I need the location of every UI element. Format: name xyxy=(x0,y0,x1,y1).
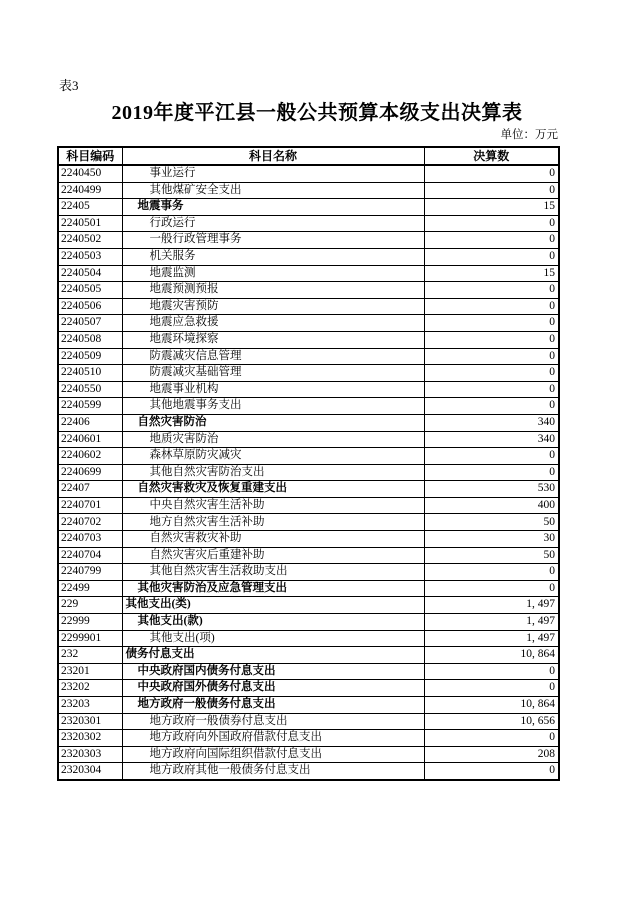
final-amount-cell: 10, 656 xyxy=(424,713,559,730)
subject-name-cell: 地方政府向国际组织借款付息支出 xyxy=(122,746,424,763)
subject-name-cell: 防震减灾信息管理 xyxy=(122,348,424,365)
subject-code-cell: 2320301 xyxy=(58,713,122,730)
table-row xyxy=(58,315,559,332)
table-row xyxy=(58,497,559,514)
subject-code-cell: 2240550 xyxy=(58,381,122,398)
final-amount-cell: 0 xyxy=(424,398,559,415)
final-amount-cell: 15 xyxy=(424,265,559,282)
final-amount-cell: 10, 864 xyxy=(424,697,559,714)
subject-code-cell: 2320304 xyxy=(58,763,122,780)
subject-code-cell: 2240702 xyxy=(58,514,122,531)
table-row xyxy=(58,680,559,697)
subject-code-cell: 2240502 xyxy=(58,232,122,249)
subject-code-cell: 22405 xyxy=(58,199,122,216)
subject-name-cell: 其他支出(类) xyxy=(122,597,424,614)
subject-code-cell: 2240507 xyxy=(58,315,122,332)
subject-name-cell: 自然灾害救灾及恢复重建支出 xyxy=(122,481,424,498)
subject-name-cell: 地方政府其他一般债务付息支出 xyxy=(122,763,424,780)
final-amount-cell: 0 xyxy=(424,381,559,398)
table-row xyxy=(58,232,559,249)
final-amount-cell: 530 xyxy=(424,481,559,498)
table-row xyxy=(58,514,559,531)
subject-name-cell: 中央政府国内债务付息支出 xyxy=(122,663,424,680)
final-amount-cell: 0 xyxy=(424,331,559,348)
subject-code-cell: 2240699 xyxy=(58,464,122,481)
final-amount-cell: 1, 497 xyxy=(424,597,559,614)
subject-name-cell: 其他支出(款) xyxy=(122,614,424,631)
final-amount-cell: 15 xyxy=(424,199,559,216)
table-row xyxy=(58,199,559,216)
subject-code-cell: 22499 xyxy=(58,580,122,597)
subject-name-cell: 地震环境探察 xyxy=(122,331,424,348)
col-header-subject-code: 科目编码 xyxy=(58,147,122,165)
table-row xyxy=(58,248,559,265)
final-amount-cell: 0 xyxy=(424,215,559,232)
subject-code-cell: 2240601 xyxy=(58,431,122,448)
subject-code-cell: 2240508 xyxy=(58,331,122,348)
final-amount-cell: 50 xyxy=(424,514,559,531)
table-row xyxy=(58,663,559,680)
subject-name-cell: 自然灾害防治 xyxy=(122,414,424,431)
final-amount-cell: 0 xyxy=(424,680,559,697)
subject-code-cell: 22999 xyxy=(58,614,122,631)
subject-name-cell: 其他灾害防治及应急管理支出 xyxy=(122,580,424,597)
header-row xyxy=(58,147,559,165)
final-amount-cell: 208 xyxy=(424,746,559,763)
subject-name-cell: 森林草原防灾减灾 xyxy=(122,448,424,465)
final-amount-cell: 0 xyxy=(424,763,559,780)
final-amount-cell: 0 xyxy=(424,315,559,332)
table-row xyxy=(58,713,559,730)
table-row xyxy=(58,265,559,282)
subject-code-cell: 2240701 xyxy=(58,497,122,514)
final-amount-cell: 0 xyxy=(424,365,559,382)
final-amount-cell: 340 xyxy=(424,431,559,448)
subject-name-cell: 地震事务 xyxy=(122,199,424,216)
subject-code-cell: 2240503 xyxy=(58,248,122,265)
table-row xyxy=(58,215,559,232)
final-amount-cell: 0 xyxy=(424,182,559,199)
table-row xyxy=(58,298,559,315)
final-amount-cell: 0 xyxy=(424,448,559,465)
final-amount-cell: 30 xyxy=(424,531,559,548)
table-row xyxy=(58,165,559,182)
subject-name-cell: 地方自然灾害生活补助 xyxy=(122,514,424,531)
subject-name-cell: 防震减灾基础管理 xyxy=(122,365,424,382)
table-row xyxy=(58,431,559,448)
table-row xyxy=(58,580,559,597)
table-row xyxy=(58,464,559,481)
table-row xyxy=(58,697,559,714)
subject-code-cell: 2240499 xyxy=(58,182,122,199)
final-amount-cell: 0 xyxy=(424,298,559,315)
subject-name-cell: 其他地震事务支出 xyxy=(122,398,424,415)
subject-code-cell: 2240510 xyxy=(58,365,122,382)
table-row xyxy=(58,348,559,365)
subject-name-cell: 地震灾害预防 xyxy=(122,298,424,315)
table-row xyxy=(58,614,559,631)
table-row xyxy=(58,381,559,398)
subject-code-cell: 229 xyxy=(58,597,122,614)
subject-name-cell: 地震监测 xyxy=(122,265,424,282)
final-amount-cell: 0 xyxy=(424,165,559,182)
subject-name-cell: 机关服务 xyxy=(122,248,424,265)
final-amount-cell: 1, 497 xyxy=(424,614,559,631)
page-title: 2019年度平江县一般公共预算本级支出决算表 xyxy=(111,102,523,124)
subject-name-cell: 地震事业机构 xyxy=(122,381,424,398)
subject-name-cell: 中央自然灾害生活补助 xyxy=(122,497,424,514)
table-row xyxy=(58,398,559,415)
subject-code-cell: 2240509 xyxy=(58,348,122,365)
subject-name-cell: 地震预测预报 xyxy=(122,282,424,299)
col-header-subject-name: 科目名称 xyxy=(122,147,424,165)
table-row xyxy=(58,414,559,431)
table-row xyxy=(58,547,559,564)
final-amount-cell: 50 xyxy=(424,547,559,564)
final-amount-cell: 0 xyxy=(424,282,559,299)
subject-code-cell: 2240501 xyxy=(58,215,122,232)
subject-code-cell: 232 xyxy=(58,647,122,664)
subject-code-cell: 23202 xyxy=(58,680,122,697)
subject-name-cell: 地方政府一般债券付息支出 xyxy=(122,713,424,730)
subject-name-cell: 自然灾害灾后重建补助 xyxy=(122,547,424,564)
subject-name-cell: 地方政府向外国政府借款付息支出 xyxy=(122,730,424,747)
final-amount-cell: 340 xyxy=(424,414,559,431)
subject-code-cell: 2299901 xyxy=(58,630,122,647)
subject-code-cell: 2240799 xyxy=(58,564,122,581)
subject-name-cell: 事业运行 xyxy=(122,165,424,182)
subject-name-cell: 债务付息支出 xyxy=(122,647,424,664)
subject-code-cell: 2240599 xyxy=(58,398,122,415)
final-amount-cell: 0 xyxy=(424,564,559,581)
subject-name-cell: 一般行政管理事务 xyxy=(122,232,424,249)
subject-code-cell: 22406 xyxy=(58,414,122,431)
unit-note: 单位：万元 xyxy=(500,129,558,141)
subject-name-cell: 其他自然灾害生活救助支出 xyxy=(122,564,424,581)
table-row xyxy=(58,282,559,299)
table-row xyxy=(58,365,559,382)
subject-code-cell: 2320302 xyxy=(58,730,122,747)
final-amount-cell: 0 xyxy=(424,464,559,481)
subject-code-cell: 2240506 xyxy=(58,298,122,315)
final-amount-cell: 0 xyxy=(424,232,559,249)
final-amount-cell: 1, 497 xyxy=(424,630,559,647)
subject-code-cell: 23201 xyxy=(58,663,122,680)
subject-name-cell: 地质灾害防治 xyxy=(122,431,424,448)
subject-name-cell: 行政运行 xyxy=(122,215,424,232)
budget-table xyxy=(57,146,560,781)
table-row xyxy=(58,331,559,348)
table-row xyxy=(58,647,559,664)
final-amount-cell: 0 xyxy=(424,248,559,265)
table-row xyxy=(58,730,559,747)
subject-code-cell: 2240704 xyxy=(58,547,122,564)
subject-code-cell: 22407 xyxy=(58,481,122,498)
subject-name-cell: 地震应急救援 xyxy=(122,315,424,332)
subject-code-cell: 2240450 xyxy=(58,165,122,182)
subject-code-cell: 2240505 xyxy=(58,282,122,299)
table-row xyxy=(58,531,559,548)
subject-code-cell: 23203 xyxy=(58,697,122,714)
table-row xyxy=(58,630,559,647)
final-amount-cell: 0 xyxy=(424,663,559,680)
subject-name-cell: 中央政府国外债务付息支出 xyxy=(122,680,424,697)
table-number-label: 表3 xyxy=(59,78,79,93)
subject-code-cell: 2320303 xyxy=(58,746,122,763)
col-header-final-amount: 决算数 xyxy=(424,147,559,165)
subject-name-cell: 其他支出(项) xyxy=(122,630,424,647)
subject-name-cell: 其他自然灾害防治支出 xyxy=(122,464,424,481)
subject-name-cell: 自然灾害救灾补助 xyxy=(122,531,424,548)
final-amount-cell: 0 xyxy=(424,348,559,365)
table-row xyxy=(58,182,559,199)
subject-code-cell: 2240703 xyxy=(58,531,122,548)
final-amount-cell: 0 xyxy=(424,730,559,747)
table-body xyxy=(58,165,559,780)
table-row xyxy=(58,448,559,465)
table-row xyxy=(58,746,559,763)
table-row xyxy=(58,597,559,614)
subject-code-cell: 2240504 xyxy=(58,265,122,282)
final-amount-cell: 400 xyxy=(424,497,559,514)
final-amount-cell: 10, 864 xyxy=(424,647,559,664)
subject-code-cell: 2240602 xyxy=(58,448,122,465)
table-row xyxy=(58,763,559,780)
table-row xyxy=(58,564,559,581)
subject-name-cell: 地方政府一般债务付息支出 xyxy=(122,697,424,714)
table-row xyxy=(58,481,559,498)
final-amount-cell: 0 xyxy=(424,580,559,597)
subject-name-cell: 其他煤矿安全支出 xyxy=(122,182,424,199)
